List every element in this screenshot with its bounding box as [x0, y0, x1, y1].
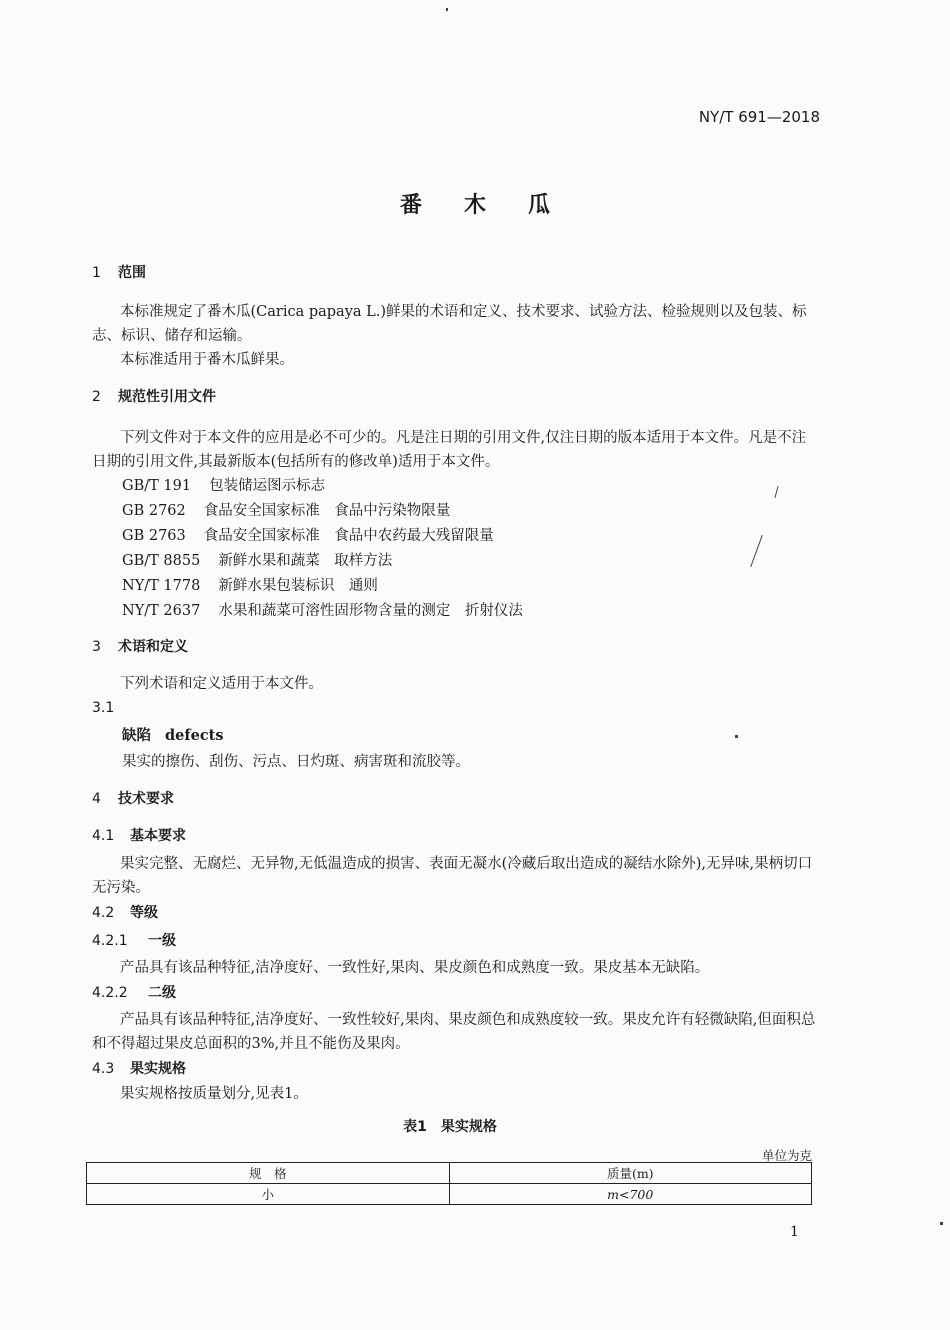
reference-item — [122, 499, 450, 520]
page-number: 1 — [790, 1224, 799, 1240]
clause-number: 4.1 — [92, 828, 115, 844]
section-1-heading — [92, 262, 146, 282]
clause-4-1-paragraph: 果实完整、无腐烂、无异物,无低温造成的损害、表面无凝水(冷藏后取出造成的凝结水除外),无异味,果柄切口无污染。 — [92, 856, 813, 896]
clause-title: 等级 — [130, 905, 158, 921]
clause-4-2-2-heading — [92, 982, 176, 1002]
standard-number: NY/T 691—2018 — [698, 108, 820, 126]
clause-number: 3.1 — [92, 700, 115, 716]
section-number: 2 — [92, 389, 101, 405]
term-entry — [122, 724, 224, 745]
fruit-size-table — [86, 1162, 812, 1205]
clause-4-2-1-heading — [92, 930, 176, 950]
term-definition: 果实的擦伤、刮伤、污点、日灼斑、病害斑和流胶等。 — [122, 754, 470, 770]
clause-title: 一级 — [148, 933, 176, 949]
reference-code: GB 2762 — [122, 503, 186, 519]
clause-title: 果实规格 — [130, 1061, 186, 1077]
section-1-paragraph-1: 本标准规定了番木瓜(Carica papaya L.)鲜果的术语和定义、技术要求、试验方法、检验规则以及包装、标志、标识、储存和运输。 — [92, 304, 807, 344]
reference-item — [122, 474, 325, 495]
section-number: 4 — [92, 791, 101, 807]
section-title: 术语和定义 — [118, 639, 188, 655]
clause-3-1-number — [92, 700, 114, 716]
reference-code: GB 2763 — [122, 528, 186, 544]
table-cell: 小 — [87, 1184, 450, 1205]
scan-speck — [750, 535, 763, 567]
clause-number: 4.2.1 — [92, 933, 128, 949]
section-4-heading — [92, 788, 174, 808]
section-number: 1 — [92, 265, 101, 281]
reference-item — [122, 599, 523, 620]
section-title: 范围 — [118, 265, 146, 281]
reference-code: NY/T 2637 — [122, 603, 201, 619]
clause-4-2-1-paragraph: 产品具有该品种特征,洁净度好、一致性好,果肉、果皮颜色和成熟度一致。果皮基本无缺陷。 — [120, 960, 710, 976]
table-header-cell: 质量(m) — [449, 1163, 812, 1184]
section-2-paragraph-1: 下列文件对于本文件的应用是必不可少的。凡是注日期的引用文件,仅注日期的版本适用于本文件。凡是不注日期的引用文件,其最新版本(包括所有的修改单)适用于本文件。 — [92, 430, 807, 470]
term-chinese: 缺陷 — [122, 728, 151, 744]
section-number: 3 — [92, 639, 101, 655]
clause-number: 4.2.2 — [92, 985, 128, 1001]
reference-code: NY/T 1778 — [122, 578, 201, 594]
reference-title: 新鲜水果包装标识 通则 — [218, 578, 378, 594]
section-2-heading — [92, 386, 216, 406]
scan-speck — [735, 735, 738, 738]
clause-number: 4.2 — [92, 905, 115, 921]
clause-4-3-heading — [92, 1058, 186, 1078]
table-header-row — [87, 1163, 812, 1184]
clause-4-1-heading — [92, 825, 186, 845]
table-unit-note: 单位为克 — [761, 1148, 812, 1163]
clause-title: 二级 — [148, 985, 176, 1001]
scan-speck — [446, 8, 448, 11]
clause-title: 基本要求 — [130, 828, 186, 844]
section-3-paragraph-1: 下列术语和定义适用于本文件。 — [120, 676, 323, 692]
clause-4-2-heading — [92, 902, 158, 922]
reference-title: 新鲜水果和蔬菜 取样方法 — [218, 553, 393, 569]
reference-title: 水果和蔬菜可溶性固形物含量的测定 折射仪法 — [218, 603, 523, 619]
section-1-paragraph-2: 本标准适用于番木瓜鲜果。 — [120, 352, 294, 368]
reference-title: 食品安全国家标准 食品中农药最大残留限量 — [203, 528, 494, 544]
term-english: defects — [165, 727, 224, 744]
reference-title: 包装储运图示标志 — [209, 478, 326, 494]
table-row — [87, 1184, 812, 1205]
document-title: 番木瓜 — [399, 193, 592, 218]
reference-item — [122, 574, 378, 595]
section-title: 技术要求 — [118, 791, 174, 807]
reference-code: GB/T 8855 — [122, 553, 201, 569]
reference-title: 食品安全国家标准 食品中污染物限量 — [203, 503, 451, 519]
table-cell: m<700 — [449, 1184, 812, 1205]
table-header-cell: 规 格 — [87, 1163, 450, 1184]
clause-number: 4.3 — [92, 1061, 115, 1077]
scan-speck — [940, 1222, 943, 1225]
reference-code: GB/T 191 — [122, 478, 192, 494]
scan-speck — [774, 486, 778, 498]
reference-item — [122, 549, 392, 570]
clause-4-2-2-paragraph: 产品具有该品种特征,洁净度好、一致性较好,果肉、果皮颜色和成熟度较一致。果皮允许有轻微缺陷,但面积总和不得超过果皮总面积的3%,并且不能伤及果肉。 — [92, 1012, 816, 1052]
table-caption: 表1 果实规格 — [403, 1119, 497, 1135]
reference-item — [122, 524, 494, 545]
section-title: 规范性引用文件 — [118, 389, 216, 405]
clause-4-3-paragraph: 果实规格按质量划分,见表1。 — [120, 1086, 308, 1102]
section-3-heading — [92, 636, 188, 656]
